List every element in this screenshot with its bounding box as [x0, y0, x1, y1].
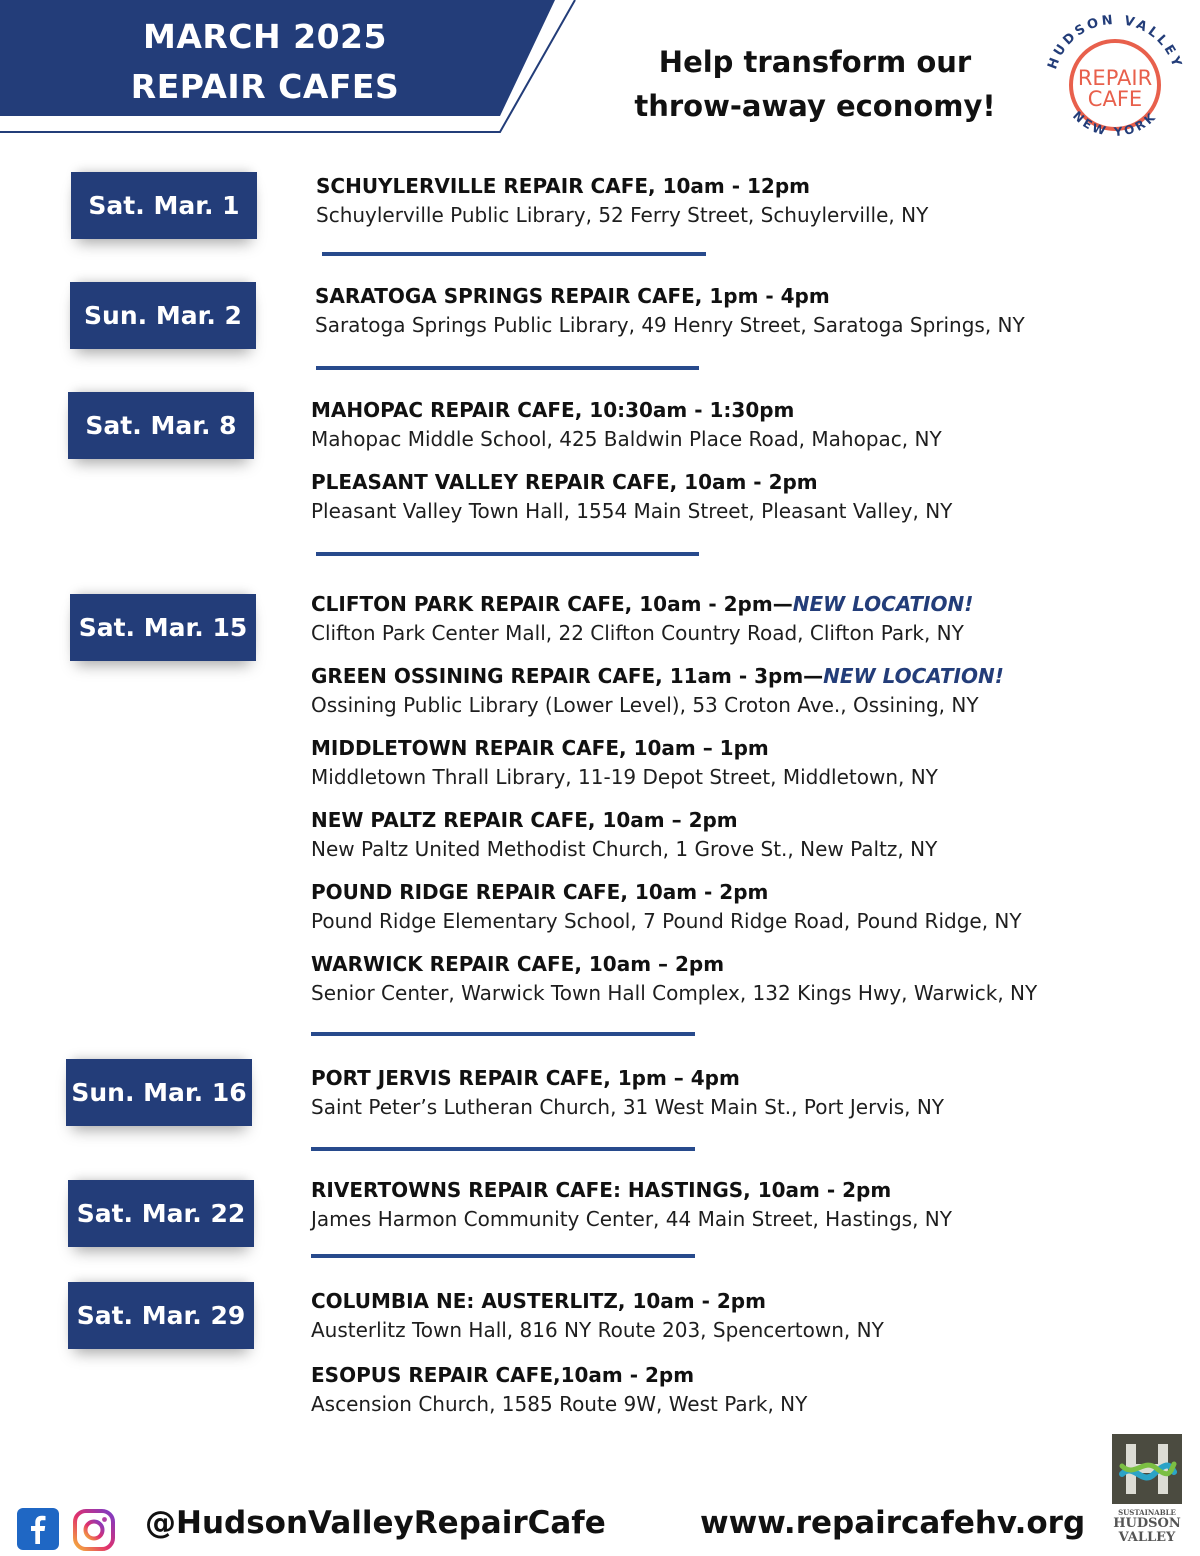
title-line-2: REPAIR CAFES: [130, 67, 400, 106]
logo-arc-bottom: NEW YORK: [1070, 108, 1160, 140]
divider: [311, 1254, 695, 1258]
event-address: Saint Peter’s Lutheran Church, 31 West Main St., Port Jervis, NY: [311, 1095, 945, 1119]
event-item: [311, 468, 952, 526]
date-badge: Sat. Mar. 1: [71, 172, 257, 239]
divider: [316, 552, 699, 556]
tagline-line-1: Help transform our: [658, 45, 972, 79]
date-badge: Sun. Mar. 16: [66, 1059, 252, 1126]
event-item: [311, 1361, 807, 1419]
date-badge: Sat. Mar. 22: [68, 1180, 254, 1247]
date-badge: Sun. Mar. 2: [70, 282, 256, 349]
event-title: POUND RIDGE REPAIR CAFE, 10am - 2pm: [311, 880, 769, 904]
new-location-note: NEW LOCATION!: [823, 664, 1004, 688]
shv-mark: [1112, 1434, 1182, 1504]
event-title: ESOPUS REPAIR CAFE,10am - 2pm: [311, 1363, 695, 1387]
event-title: PORT JERVIS REPAIR CAFE, 1pm – 4pm: [311, 1066, 740, 1090]
event-title: WARWICK REPAIR CAFE, 10am – 2pm: [311, 952, 725, 976]
event-item: [311, 950, 1037, 1008]
date-badge: Sat. Mar. 15: [70, 594, 256, 661]
event-title: RIVERTOWNS REPAIR CAFE: HASTINGS, 10am - 2pm: [311, 1178, 892, 1202]
event-address: Pleasant Valley Town Hall, 1554 Main Street, Pleasant Valley, NY: [311, 499, 953, 523]
event-item: [315, 282, 1025, 340]
event-title: GREEN OSSINING REPAIR CAFE, 11am - 3pm—NEW LOCATION!: [311, 664, 1004, 688]
event-address: Middletown Thrall Library, 11-19 Depot Street, Middletown, NY: [311, 765, 938, 789]
title-line-1: MARCH 2025: [143, 17, 387, 56]
facebook-icon[interactable]: [17, 1508, 59, 1550]
tagline-line-2: throw-away economy!: [634, 89, 996, 123]
event-address: Ascension Church, 1585 Route 9W, West Park, NY: [311, 1392, 808, 1416]
logo-arc-top: HUDSON VALLEY: [1045, 12, 1185, 72]
event-item: [311, 1287, 884, 1345]
event-address: Pound Ridge Elementary School, 7 Pound Ridge Road, Pound Ridge, NY: [311, 909, 1022, 933]
event-address: Clifton Park Center Mall, 22 Clifton Country Road, Clifton Park, NY: [311, 621, 964, 645]
event-title: COLUMBIA NE: AUSTERLITZ, 10am - 2pm: [311, 1289, 766, 1313]
event-item: [311, 878, 1022, 936]
event-address: Senior Center, Warwick Town Hall Complex, 132 Kings Hwy, Warwick, NY: [311, 981, 1038, 1005]
event-address: Austerlitz Town Hall, 816 NY Route 203, Spencertown, NY: [311, 1318, 884, 1342]
logo-line-1: REPAIR: [1077, 66, 1153, 90]
divider: [311, 1032, 695, 1036]
header-banner: [0, 0, 600, 140]
shv-line-1: SUSTAINABLE: [1118, 1508, 1176, 1517]
date-badge: Sat. Mar. 8: [68, 392, 254, 459]
event-title: NEW PALTZ REPAIR CAFE, 10am – 2pm: [311, 808, 738, 832]
event-item: [311, 590, 973, 648]
repair-cafe-logo: [1040, 10, 1190, 160]
shv-line-3: VALLEY: [1118, 1530, 1176, 1545]
event-address: James Harmon Community Center, 44 Main Street, Hastings, NY: [311, 1207, 952, 1231]
social-handle[interactable]: @HudsonValleyRepairCafe: [145, 1505, 606, 1541]
divider: [316, 366, 699, 370]
new-location-note: NEW LOCATION!: [792, 592, 974, 616]
event-address: Schuylerville Public Library, 52 Ferry Street, Schuylerville, NY: [316, 203, 929, 227]
instagram-icon[interactable]: [72, 1508, 116, 1552]
website-link[interactable]: www.repaircafehv.org: [700, 1505, 1086, 1541]
event-item: [311, 734, 938, 792]
tagline: [600, 40, 1030, 128]
event-item: [316, 172, 928, 230]
event-item: [311, 1176, 952, 1234]
event-address: Saratoga Springs Public Library, 49 Henry Street, Saratoga Springs, NY: [315, 313, 1025, 337]
divider: [322, 252, 706, 256]
event-title: CLIFTON PARK REPAIR CAFE, 10am - 2pm—NEW LOCATION!: [311, 592, 974, 616]
event-title: SCHUYLERVILLE REPAIR CAFE, 10am - 12pm: [316, 174, 810, 198]
shv-line-2: HUDSON: [1113, 1516, 1181, 1531]
event-title: SARATOGA SPRINGS REPAIR CAFE, 1pm - 4pm: [315, 284, 830, 308]
event-address: Ossining Public Library (Lower Level), 53 Croton Ave., Ossining, NY: [311, 693, 979, 717]
event-title: MAHOPAC REPAIR CAFE, 10:30am - 1:30pm: [311, 398, 795, 422]
event-address: Mahopac Middle School, 425 Baldwin Place Road, Mahopac, NY: [311, 427, 942, 451]
divider: [311, 1147, 695, 1151]
event-item: [311, 1064, 944, 1122]
event-item: [311, 806, 937, 864]
event-item: [311, 662, 1004, 720]
logo-line-2: CAFE: [1087, 87, 1143, 111]
date-badge: Sat. Mar. 29: [68, 1282, 254, 1349]
event-item: [311, 396, 942, 454]
event-title: PLEASANT VALLEY REPAIR CAFE, 10am - 2pm: [311, 470, 818, 494]
event-title: MIDDLETOWN REPAIR CAFE, 10am – 1pm: [311, 736, 769, 760]
sustainable-hudson-valley-logo: [1108, 1434, 1186, 1545]
page-title: [0, 12, 530, 112]
event-address: New Paltz United Methodist Church, 1 Grove St., New Paltz, NY: [311, 837, 938, 861]
